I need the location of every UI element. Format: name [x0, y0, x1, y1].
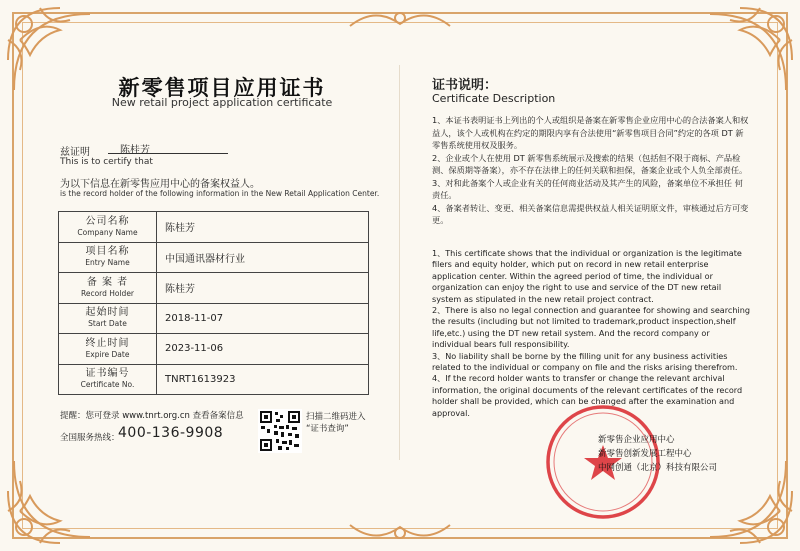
- hotline-number: 400-136-9908: [118, 425, 224, 441]
- label-cn: 证书编号: [85, 368, 130, 380]
- description-cn: [432, 114, 750, 227]
- table-row: [59, 273, 369, 304]
- label-cn: 项目名称: [85, 246, 130, 258]
- description-cn-paragraph: 2、企业或个人在使用 DT 新零售系统展示及搜索的结果（包括但不限于商标、产品检测、保质期等备案），亦不存在法律上的任何关联和担保，备案企业或个人负全部责任。: [432, 152, 748, 175]
- label-cn: 备 案 者: [86, 276, 129, 288]
- description-title-en: Certificate Description: [432, 92, 556, 105]
- scan-line-2: “证书查询”: [306, 424, 349, 434]
- description-en-paragraph: 1、This certificate shows that the individual or organization is the legitimate filers and equity holder, which put on record in new retail enterprise application center. Within the agreed period of time, the individual or organization can enjoy the right to use and service of the DT new retail system as stipulated in the new retail project contract.: [432, 248, 742, 304]
- corner-ornament-icon: [690, 0, 800, 110]
- table-row: [59, 334, 369, 365]
- info-table: [58, 211, 369, 395]
- table-row: [59, 242, 369, 273]
- row-label: [59, 273, 157, 304]
- row-value: 2023-11-06: [157, 334, 369, 365]
- hotline-label: 全国服务热线：: [60, 433, 120, 443]
- edge-ornament-icon: [345, 6, 455, 36]
- description-en-paragraph: 3、No liability shall be borne by the filling unit for any business activities related to the individual or company on file and the risks arising therefrom.: [432, 350, 738, 373]
- table-row: [59, 212, 369, 243]
- certify-label: 兹证明: [60, 147, 90, 158]
- corner-ornament-icon: [0, 441, 110, 551]
- issuer-line-3: 中网创通（北京）科技有限公司: [598, 463, 718, 473]
- intro-en: is the record holder of the following information in the New Retail Application Center.: [60, 189, 380, 198]
- lookup-tip: 提醒：您可登录 www.tnrt.org.cn 查看备案信息: [60, 411, 244, 421]
- row-label: [59, 242, 157, 273]
- label-en: Entry Name: [85, 258, 130, 268]
- row-value: 中国通讯器材行业: [157, 242, 369, 273]
- description-en: [432, 248, 750, 419]
- row-label: [59, 364, 157, 395]
- column-divider: [399, 65, 400, 460]
- qr-code-icon[interactable]: [258, 409, 302, 453]
- row-label: [59, 334, 157, 365]
- certificate-title-en: New retail project application certificate: [111, 96, 333, 109]
- label-en: Expire Date: [85, 349, 130, 359]
- certificate-title-cn: 新零售项目应用证书: [118, 75, 326, 100]
- row-value: 2018-11-07: [157, 303, 369, 334]
- label-cn: 公司名称: [85, 215, 130, 227]
- row-value: 陈桂芳: [157, 273, 369, 304]
- label-en: Certificate No.: [80, 380, 135, 390]
- corner-ornament-icon: [690, 441, 800, 551]
- description-en-paragraph: 4、If the record holder wants to transfer or change the relevant archival information, the original documents of the relevant certificates of the record holder shall be provided, which can be changed after the examination and approval.: [432, 373, 743, 418]
- description-title-cn: 证书说明：: [432, 78, 498, 93]
- label-en: Company Name: [77, 227, 138, 237]
- description-en-paragraph: 2、There is also no legal connection and guarantee for showing and searching the results (including but not limited to trademark,product inspection,shelf life,etc.) using the DT new retail system. And the record company or individual bears full responsibility.: [432, 305, 751, 350]
- description-cn-paragraph: 1、本证书表明证书上列出的个人或组织是备案在新零售企业应用中心的合法备案人和权益人，该个人或机构在约定的期限内享有合法使用“新零售项目合同”约定的各项 DT 新零售系统使用权及服务。: [432, 115, 749, 150]
- label-cn: 终止时间: [85, 337, 130, 349]
- intro-cn: 为以下信息在新零售应用中心的备案权益人。: [60, 179, 260, 190]
- issuer-line-1: 新零售企业应用中心: [598, 435, 675, 445]
- row-label: [59, 212, 157, 243]
- table-row: [59, 364, 369, 395]
- certify-en: This is to certify that: [60, 157, 153, 167]
- description-cn-paragraph: 4、备案者转让、变更、相关备案信息需提供权益人相关证明原文件，审核通过后方可变更。: [432, 202, 749, 225]
- row-value: 陈桂芳: [157, 212, 369, 243]
- description-cn-paragraph: 3、对和此备案个人或企业有关的任何商业活动及其产生的风险，备案单位不承担任 何责任。: [432, 177, 743, 200]
- edge-ornament-icon: [345, 515, 455, 545]
- issuer-line-2: 新零售创新发展工程中心: [598, 449, 692, 459]
- scan-instruction: [306, 411, 366, 435]
- row-value: TNRT1613923: [157, 364, 369, 395]
- holder-underline: [108, 153, 228, 154]
- holder-name: 陈桂芳: [120, 145, 150, 156]
- table-row: [59, 303, 369, 334]
- label-en: Start Date: [88, 319, 127, 329]
- label-en: Record Holder: [80, 288, 135, 298]
- label-cn: 起始时间: [85, 307, 130, 319]
- scan-line-1: 扫描二维码进入: [306, 412, 366, 422]
- row-label: [59, 303, 157, 334]
